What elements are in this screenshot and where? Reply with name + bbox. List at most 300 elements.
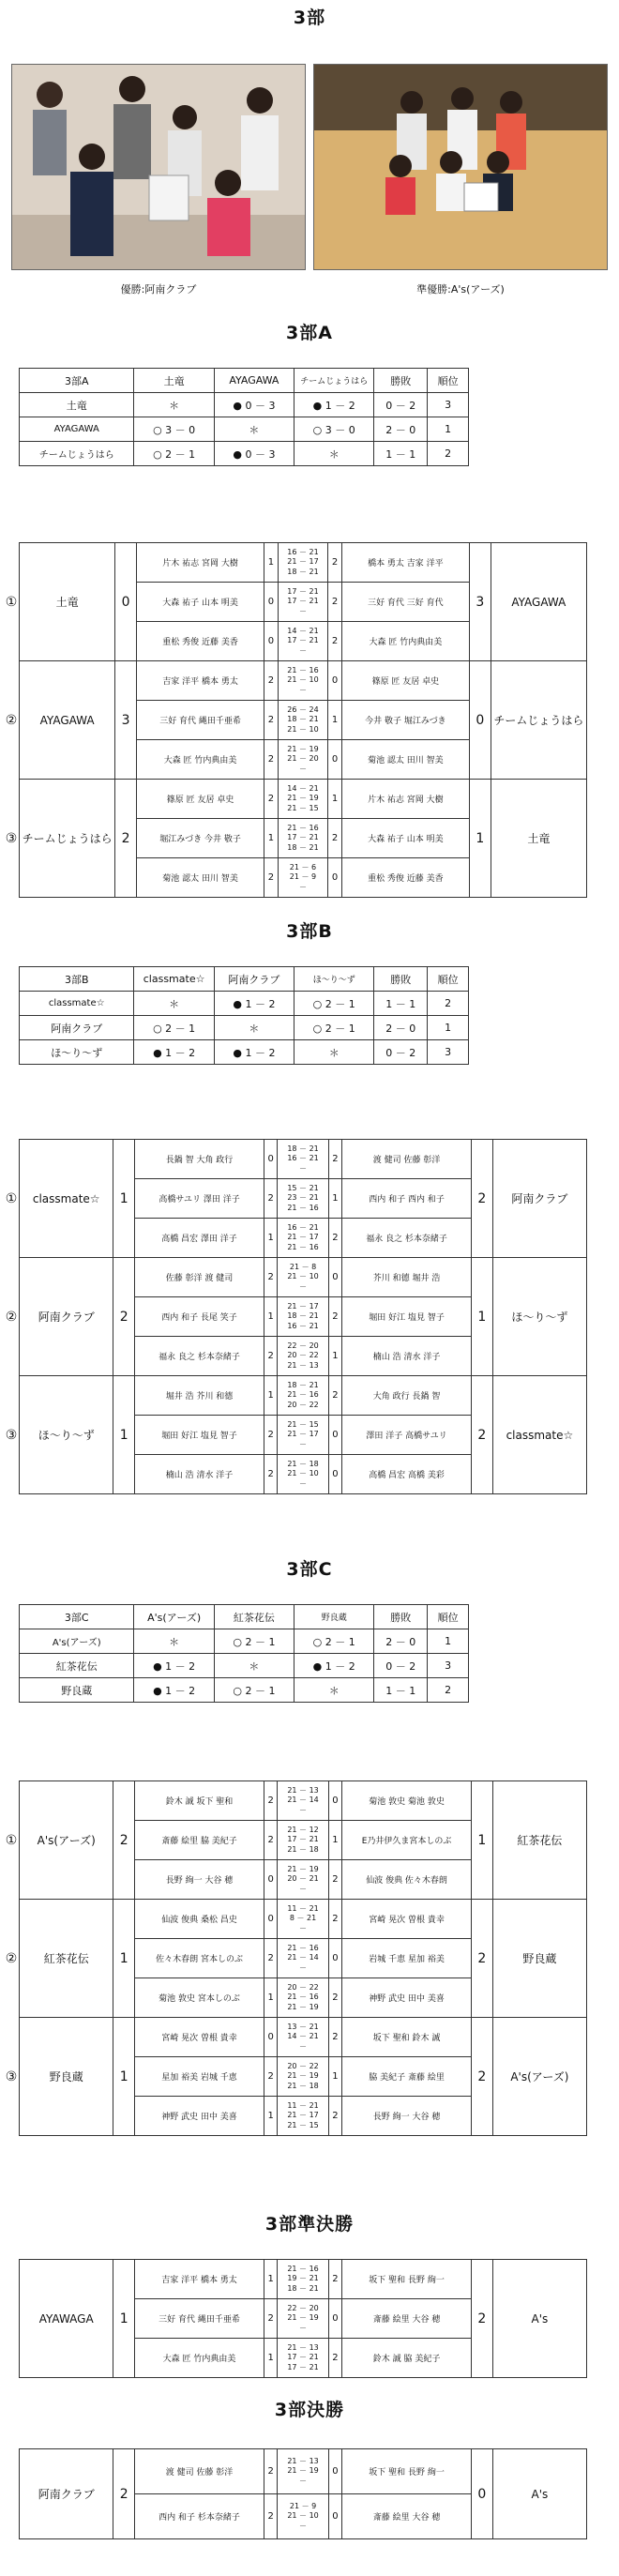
rally-score-line: － xyxy=(298,645,307,655)
standings-header-cell: 3部C xyxy=(20,1605,134,1629)
left-pair: 大森 匠 竹内典由美 xyxy=(136,740,264,780)
right-game-score: 2 xyxy=(328,1140,342,1179)
rally-score-line: 21 － 17 xyxy=(287,1301,319,1311)
rally-score-line: 14 － 21 xyxy=(287,2032,319,2041)
standings-result-cell: ● 1 － 2 xyxy=(214,1040,294,1065)
rally-score-line: － xyxy=(298,606,307,615)
standings-header-cell: 順位 xyxy=(428,369,469,393)
rally-scores xyxy=(278,1416,328,1455)
rally-score-line: 16 － 21 xyxy=(287,1154,319,1163)
rally-score-line: 21 － 19 xyxy=(287,1864,319,1873)
rally-score-line: 21 － 16 xyxy=(287,2264,319,2273)
left-match-score: 2 xyxy=(113,2449,135,2539)
rally-score-line: － xyxy=(299,1163,308,1173)
right-pair: 神野 武史 田中 美喜 xyxy=(342,1978,472,2018)
standings-grid xyxy=(19,966,469,1065)
right-game-score: 0 xyxy=(328,858,341,898)
standings-result-cell: ○ 3 － 0 xyxy=(294,417,374,442)
left-team: ほ～り～ず xyxy=(20,1376,113,1494)
standings-header-cell: A's(アーズ) xyxy=(134,1605,214,1629)
left-game-score: 2 xyxy=(264,2449,278,2494)
match-row xyxy=(4,780,587,819)
match-grid xyxy=(4,542,587,898)
right-game-score: 2 xyxy=(328,819,341,858)
left-pair: 大森 祐子 山本 明美 xyxy=(136,583,264,622)
rally-scores xyxy=(278,1258,328,1297)
left-team: A's(アーズ) xyxy=(20,1781,113,1900)
standings-team-name: AYAGAWA xyxy=(20,417,134,442)
rally-score-line: － xyxy=(299,1923,308,1932)
rally-scores xyxy=(278,2097,328,2136)
right-match-score: 2 xyxy=(471,1376,492,1494)
right-game-score: 1 xyxy=(328,1179,342,1219)
rally-scores xyxy=(278,701,328,740)
right-match-score: 2 xyxy=(471,1900,492,2018)
standings-row xyxy=(20,1629,469,1654)
rally-scores xyxy=(278,2018,328,2057)
left-pair: 三好 育代 縄田千亜希 xyxy=(135,2299,264,2339)
standings-result-cell: ● 1 － 2 xyxy=(294,1654,374,1678)
rally-score-line: 21 － 19 xyxy=(287,2071,319,2081)
standings-result-cell: 2 xyxy=(428,1678,469,1703)
rally-scores xyxy=(278,2339,328,2378)
rally-score-line: 21 － 17 xyxy=(287,557,319,567)
right-team: 野良蔵 xyxy=(492,1900,586,2018)
rally-score-line: 21 － 9 xyxy=(289,2501,317,2510)
standings-result-cell: 3 xyxy=(428,1654,469,1678)
right-game-score: 2 xyxy=(328,1860,342,1900)
left-game-score: 1 xyxy=(264,2260,278,2299)
left-pair: 長野 絢一 大谷 穂 xyxy=(135,1860,264,1900)
standings-header-cell: 順位 xyxy=(428,967,469,992)
rally-score-line: 21 － 15 xyxy=(287,803,319,812)
match-row xyxy=(4,543,587,583)
right-team: AYAGAWA xyxy=(491,543,586,661)
rally-score-line: － xyxy=(298,685,307,694)
rally-score-line: 17 － 21 xyxy=(287,636,319,645)
rally-score-line: 22 － 20 xyxy=(287,2303,319,2312)
standings-grid xyxy=(19,1604,469,1703)
right-game-score: 2 xyxy=(328,1297,342,1337)
left-pair: 鈴木 誠 坂下 聖和 xyxy=(135,1781,264,1821)
left-game-score: 1 xyxy=(264,2097,278,2136)
rally-score-line: 14 － 21 xyxy=(287,783,319,793)
match-row xyxy=(4,2449,587,2494)
right-game-score: 2 xyxy=(328,1219,342,1258)
right-pair: 坂下 聖和 鈴木 誠 xyxy=(342,2018,472,2057)
rally-scores xyxy=(278,622,328,661)
left-match-score: 1 xyxy=(113,1376,135,1494)
standings-result-cell: 1 － 1 xyxy=(374,992,428,1016)
left-game-score: 2 xyxy=(264,1337,278,1376)
right-pair: 三好 育代 三好 育代 xyxy=(341,583,469,622)
right-pair: 菊池 敦史 菊池 敦史 xyxy=(342,1781,472,1821)
left-match-score: 1 xyxy=(113,2260,135,2378)
right-pair: 篠原 匠 友居 卓史 xyxy=(341,661,469,701)
right-team: 土竜 xyxy=(491,780,586,898)
right-game-score: 2 xyxy=(328,1978,342,2018)
right-pair: 堀田 好江 塩見 智子 xyxy=(342,1297,472,1337)
left-pair: 仙波 俊典 桑松 昌史 xyxy=(135,1900,264,1939)
left-game-score: 0 xyxy=(264,583,278,622)
standings-result-cell: ＊ xyxy=(134,393,214,417)
left-game-score: 2 xyxy=(264,701,278,740)
rally-score-line: 19 － 21 xyxy=(287,2274,319,2283)
rally-scores xyxy=(278,858,328,898)
left-game-score: 1 xyxy=(264,1219,278,1258)
standings-row xyxy=(20,1654,469,1678)
right-pair: 大森 祐子 山本 明美 xyxy=(341,819,469,858)
right-game-score: 1 xyxy=(328,1821,342,1860)
standings-result-cell: 3 xyxy=(428,393,469,417)
right-pair: 大森 匠 竹内典由美 xyxy=(341,622,469,661)
standings-result-cell: ● 0 － 3 xyxy=(214,442,294,466)
rally-score-line: 21 － 10 xyxy=(287,675,319,685)
left-pair: 菊池 敦史 宮本しのぶ xyxy=(135,1978,264,2018)
rally-score-line: 21 － 10 xyxy=(287,1272,319,1281)
rally-scores xyxy=(278,740,328,780)
rally-scores xyxy=(278,1900,328,1939)
left-game-score: 1 xyxy=(264,2339,278,2378)
left-game-score: 0 xyxy=(264,1140,278,1179)
right-pair: 橋本 勇太 吉家 洋平 xyxy=(341,543,469,583)
standings-team-name: 野良蔵 xyxy=(20,1678,134,1703)
right-team: 阿南クラブ xyxy=(492,1140,586,1258)
match-number: ② xyxy=(5,712,18,728)
rally-score-line: － xyxy=(299,1805,308,1814)
right-game-score: 1 xyxy=(328,701,341,740)
left-team: 野良蔵 xyxy=(20,2018,113,2136)
standings-result-cell: ＊ xyxy=(214,1654,294,1678)
left-match-score: 0 xyxy=(115,543,137,661)
rally-score-line: 21 － 8 xyxy=(289,1262,317,1271)
right-game-score: 2 xyxy=(328,583,341,622)
right-team: A's xyxy=(492,2449,586,2539)
match-number xyxy=(4,2449,20,2539)
rally-scores xyxy=(278,819,328,858)
left-match-score: 2 xyxy=(115,780,137,898)
standings-result-cell: 3 xyxy=(428,1040,469,1065)
match-row xyxy=(4,2260,587,2299)
standings-result-cell: 1 xyxy=(428,417,469,442)
left-pair: 三好 育代 縄田千亜希 xyxy=(136,701,264,740)
rally-scores xyxy=(278,1337,328,1376)
rally-scores xyxy=(278,1219,328,1258)
rally-score-line: 21 － 17 xyxy=(287,2111,319,2120)
rally-score-line: 21 － 16 xyxy=(287,665,319,674)
rally-score-line: － xyxy=(299,2041,308,2051)
right-game-score: 2 xyxy=(328,1376,342,1416)
match-number: ① xyxy=(5,1190,18,1206)
left-pair: 斎藤 絵里 脇 美紀子 xyxy=(135,1821,264,1860)
standings-result-cell: ● 1 － 2 xyxy=(134,1040,214,1065)
left-team: classmate☆ xyxy=(20,1140,113,1258)
left-pair: 篠原 匠 友居 卓史 xyxy=(136,780,264,819)
right-pair: 西内 和子 西内 和子 xyxy=(342,1179,472,1219)
rally-scores xyxy=(278,1297,328,1337)
left-game-score: 2 xyxy=(264,1939,278,1978)
rally-score-line: 21 － 14 xyxy=(287,1796,319,1805)
rally-score-line: 20 － 22 xyxy=(287,1351,319,1360)
winner-caption: 優勝:阿南クラブ xyxy=(120,283,197,295)
standings-team-name: 土竜 xyxy=(20,393,134,417)
match-number: ② xyxy=(5,1309,18,1325)
page-title: 3部 xyxy=(293,8,326,28)
rally-score-line: － xyxy=(299,1281,308,1291)
rally-score-line: 18 － 21 xyxy=(287,1311,319,1321)
standings-team-name: A's(アーズ) xyxy=(20,1629,134,1654)
right-pair: 坂下 聖和 長野 絢一 xyxy=(342,2260,472,2299)
right-team: A's xyxy=(492,2260,586,2378)
left-game-score: 0 xyxy=(264,1900,278,1939)
left-game-score: 0 xyxy=(264,2018,278,2057)
rally-score-line: 21 － 13 xyxy=(287,2456,319,2465)
rally-score-line: 18 － 21 xyxy=(287,842,319,852)
right-game-score: 2 xyxy=(328,2339,342,2378)
right-game-score: 1 xyxy=(328,1337,342,1376)
standings-result-cell: 2 － 0 xyxy=(374,417,428,442)
rally-score-line: 21 － 18 xyxy=(287,1844,319,1854)
right-game-score: 0 xyxy=(328,1939,342,1978)
standings-header-cell: 3部A xyxy=(20,369,134,393)
left-match-score: 2 xyxy=(113,1781,135,1900)
right-pair: 脇 美紀子 斎藤 絵里 xyxy=(342,2057,472,2097)
standings-header-cell: ほ～り～ず xyxy=(294,967,374,992)
rally-score-line: 21 － 20 xyxy=(287,754,319,764)
rally-score-line: 17 － 21 xyxy=(287,833,319,842)
rally-score-line: 22 － 20 xyxy=(287,1341,319,1350)
left-pair: 重松 秀俊 近藤 美香 xyxy=(136,622,264,661)
match-row xyxy=(4,661,587,701)
standings-header-cell: チームじょうはら xyxy=(294,369,374,393)
standings-header-cell: AYAGAWA xyxy=(214,369,294,393)
rally-score-line: 21 － 17 xyxy=(287,1430,319,1439)
left-match-score: 1 xyxy=(113,1140,135,1258)
runnerup-photo-figures xyxy=(314,65,608,270)
rally-score-line: 21 － 19 xyxy=(287,794,319,803)
rally-score-line: 21 － 10 xyxy=(287,724,319,734)
left-pair: 渡 健司 佐藤 彰洋 xyxy=(135,2449,264,2494)
section-title-final: 3部決勝 xyxy=(274,2400,345,2420)
left-pair: 長鍋 智 大角 政行 xyxy=(135,1140,264,1179)
right-match-score: 1 xyxy=(470,780,491,898)
left-pair: 楠山 浩 清水 洋子 xyxy=(135,1455,264,1494)
rally-score-line: － xyxy=(299,2521,308,2530)
standings-result-cell: ● 1 － 2 xyxy=(134,1678,214,1703)
right-pair: 大角 政行 長鍋 智 xyxy=(342,1376,472,1416)
rally-score-line: 21 － 15 xyxy=(287,2120,319,2129)
right-match-score: 0 xyxy=(470,661,491,780)
standings-result-cell: 2 xyxy=(428,442,469,466)
right-pair: 斎藤 絵里 大谷 穂 xyxy=(342,2494,472,2539)
rally-score-line: 21 － 19 xyxy=(287,2313,319,2323)
section-title-semi: 3部準決勝 xyxy=(264,2214,355,2235)
rally-score-line: 21 － 10 xyxy=(287,1469,319,1478)
standings-header-cell: 野良蔵 xyxy=(294,1605,374,1629)
standings-result-cell: ＊ xyxy=(134,992,214,1016)
left-match-score: 1 xyxy=(113,1900,135,2018)
left-team: チームじょうはら xyxy=(20,780,115,898)
right-pair: 坂下 聖和 長野 絢一 xyxy=(342,2449,472,2494)
right-match-score: 1 xyxy=(471,1781,492,1900)
rally-score-line: 21 － 13 xyxy=(287,1785,319,1795)
standings-result-cell: ○ 2 － 1 xyxy=(134,442,214,466)
left-pair: 高橋サユリ 澤田 洋子 xyxy=(135,1179,264,1219)
right-pair: 菊池 認太 田川 智美 xyxy=(341,740,469,780)
standings-header-row xyxy=(20,967,469,992)
left-team: AYAWAGA xyxy=(20,2260,113,2378)
rally-score-line: 8 － 21 xyxy=(289,1914,317,1923)
right-pair: 今井 敬子 堀江みづき xyxy=(341,701,469,740)
match-row xyxy=(4,1781,587,1821)
right-pair: 福永 良之 杉本奈緒子 xyxy=(342,1219,472,1258)
right-game-score: 2 xyxy=(328,2018,342,2057)
left-game-score: 2 xyxy=(264,780,278,819)
left-game-score: 2 xyxy=(264,1416,278,1455)
right-game-score: 0 xyxy=(328,1781,342,1821)
standings-result-cell: ＊ xyxy=(294,1040,374,1065)
left-team: 土竜 xyxy=(20,543,115,661)
standings-header-cell: 勝敗 xyxy=(374,369,428,393)
rally-score-line: 21 － 6 xyxy=(289,862,317,871)
standings-row xyxy=(20,417,469,442)
right-pair: 宮崎 晃次 曽根 貴幸 xyxy=(342,1900,472,1939)
rally-score-line: 16 － 21 xyxy=(287,547,319,556)
standings-row xyxy=(20,992,469,1016)
match-row xyxy=(4,1258,587,1297)
rally-scores xyxy=(278,1179,328,1219)
rally-score-line: 11 － 21 xyxy=(287,1903,319,1913)
rally-score-line: 20 － 22 xyxy=(287,1400,319,1409)
left-pair: 佐々木春朗 宮本しのぶ xyxy=(135,1939,264,1978)
left-pair: 吉家 洋平 橋本 勇太 xyxy=(136,661,264,701)
left-game-score: 2 xyxy=(264,2494,278,2539)
left-game-score: 2 xyxy=(264,858,278,898)
match-row xyxy=(4,2018,587,2057)
left-pair: 西内 和子 長尾 笑子 xyxy=(135,1297,264,1337)
rally-score-line: 21 － 16 xyxy=(287,1203,319,1212)
left-pair: 片木 祐志 宮岡 大樹 xyxy=(136,543,264,583)
right-pair: 片木 祐志 宮岡 大樹 xyxy=(341,780,469,819)
standings-team-name: ほ～り～ず xyxy=(20,1040,134,1065)
right-game-score: 0 xyxy=(328,661,341,701)
right-game-score: 0 xyxy=(328,740,341,780)
left-team: 紅茶花伝 xyxy=(20,1900,113,2018)
rally-score-line: 21 － 16 xyxy=(287,1993,319,2002)
standings-result-cell: 0 － 2 xyxy=(374,1654,428,1678)
standings-result-cell: ● 1 － 2 xyxy=(214,992,294,1016)
right-pair: 鈴木 誠 脇 美紀子 xyxy=(342,2339,472,2378)
rally-score-line: 18 － 21 xyxy=(287,567,319,576)
match-row xyxy=(4,1900,587,1939)
standings-result-cell: ○ 2 － 1 xyxy=(294,992,374,1016)
match-number: ① xyxy=(5,1832,18,1848)
match-number: ② xyxy=(5,1950,18,1966)
rally-score-line: 26 － 24 xyxy=(287,705,319,714)
rally-score-line: 21 － 16 xyxy=(287,1242,319,1251)
right-pair: 斎藤 絵里 大谷 穂 xyxy=(342,2299,472,2339)
right-team: チームじょうはら xyxy=(491,661,586,780)
rally-score-line: 21 － 19 xyxy=(287,2466,319,2476)
standings-result-cell: ○ 2 － 1 xyxy=(134,1016,214,1040)
left-game-score: 2 xyxy=(264,1781,278,1821)
rally-score-line: 21 － 16 xyxy=(287,1390,319,1400)
left-game-score: 1 xyxy=(264,543,278,583)
rally-score-line: 16 － 21 xyxy=(287,1222,319,1232)
standings-header-cell: 勝敗 xyxy=(374,1605,428,1629)
right-match-score: 0 xyxy=(471,2449,492,2539)
rally-score-line: 21 － 15 xyxy=(287,1419,319,1429)
match-number: ③ xyxy=(5,1427,18,1443)
rally-score-line: － xyxy=(298,764,307,773)
standings-row xyxy=(20,1016,469,1040)
rally-score-line: 20 － 21 xyxy=(287,1874,319,1884)
rally-score-line: 17 － 21 xyxy=(287,597,319,606)
rally-score-line: － xyxy=(299,2323,308,2332)
rally-score-line: － xyxy=(299,1962,308,1972)
winner-photo-figures xyxy=(12,65,306,270)
rally-score-line: 14 － 21 xyxy=(287,626,319,635)
right-team: ほ～り～ず xyxy=(492,1258,586,1376)
rally-score-line: 23 － 21 xyxy=(287,1193,319,1203)
standings-row xyxy=(20,1040,469,1065)
right-pair: 岩城 千恵 星加 裕美 xyxy=(342,1939,472,1978)
rally-score-line: 17 － 21 xyxy=(287,1835,319,1844)
rally-scores xyxy=(278,2449,328,2494)
rally-score-line: － xyxy=(298,882,307,891)
standings-header-cell: classmate☆ xyxy=(134,967,214,992)
rally-score-line: 17 － 21 xyxy=(287,586,319,596)
left-team: 阿南クラブ xyxy=(20,1258,113,1376)
standings-result-cell: ＊ xyxy=(214,417,294,442)
standings-result-cell: ＊ xyxy=(214,1016,294,1040)
standings-row xyxy=(20,393,469,417)
right-pair: 長野 絢一 大谷 穂 xyxy=(342,2097,472,2136)
standings-result-cell: 1 － 1 xyxy=(374,442,428,466)
left-game-score: 1 xyxy=(264,1297,278,1337)
rally-scores xyxy=(278,1978,328,2018)
left-pair: 宮崎 晃次 曽根 貴幸 xyxy=(135,2018,264,2057)
left-game-score: 1 xyxy=(264,819,278,858)
right-pair: E乃井伊久ま宮本しのぶ xyxy=(342,1821,472,1860)
left-pair: 神野 武史 田中 美喜 xyxy=(135,2097,264,2136)
rally-score-line: 21 － 18 xyxy=(287,1459,319,1468)
rally-scores xyxy=(278,780,328,819)
left-pair: 吉家 洋平 橋本 勇太 xyxy=(135,2260,264,2299)
right-game-score: 2 xyxy=(328,543,341,583)
left-match-score: 1 xyxy=(113,2018,135,2136)
standings-result-cell: ＊ xyxy=(134,1629,214,1654)
left-game-score: 2 xyxy=(264,2057,278,2097)
right-match-score: 2 xyxy=(471,2260,492,2378)
rally-scores xyxy=(278,1376,328,1416)
right-pair: 重松 秀俊 近藤 美香 xyxy=(341,858,469,898)
rally-score-line: 21 － 12 xyxy=(287,1825,319,1834)
standings-header-cell: 3部B xyxy=(20,967,134,992)
left-pair: 星加 裕美 岩城 千恵 xyxy=(135,2057,264,2097)
rally-score-line: 21 － 19 xyxy=(287,2002,319,2011)
standings-result-cell: ○ 2 － 1 xyxy=(214,1629,294,1654)
winner-team-photo xyxy=(11,64,306,270)
standings-team-name: チームじょうはら xyxy=(20,442,134,466)
rally-scores xyxy=(278,1860,328,1900)
right-team: classmate☆ xyxy=(492,1376,586,1494)
left-match-score: 2 xyxy=(113,1258,135,1376)
rally-scores xyxy=(278,1939,328,1978)
right-pair: 渡 健司 佐藤 彰洋 xyxy=(342,1140,472,1179)
runnerup-team-photo xyxy=(313,64,608,270)
left-team: AYAGAWA xyxy=(20,661,115,780)
